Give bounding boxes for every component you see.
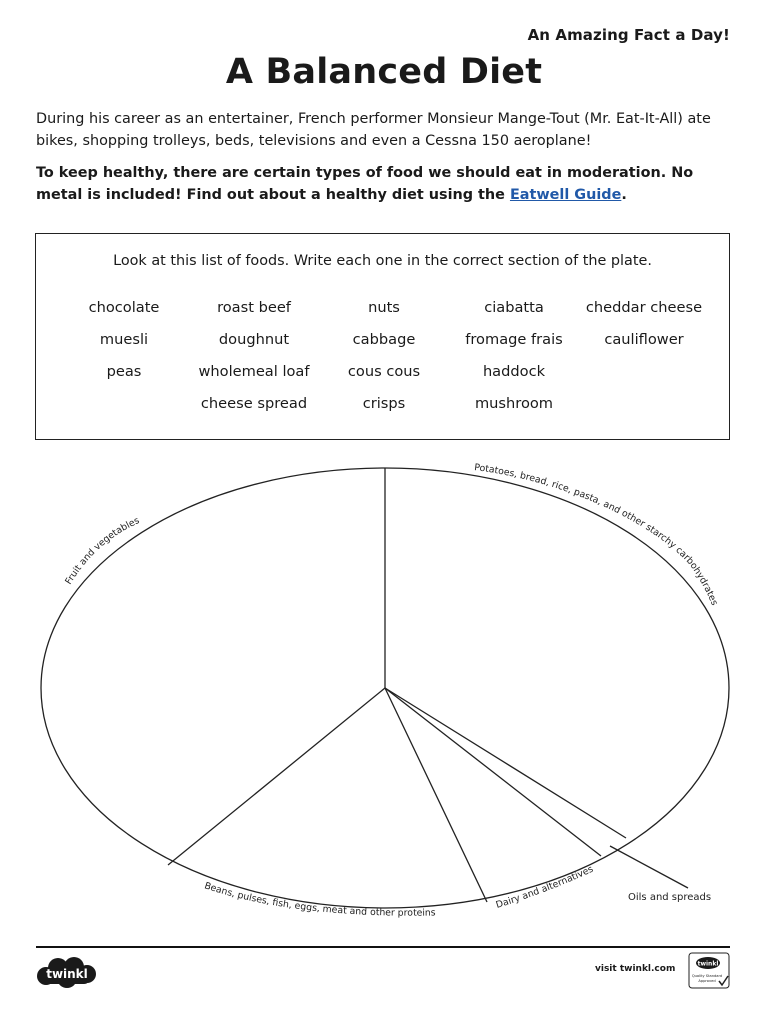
food-item: cauliflower <box>604 331 684 348</box>
food-item: crisps <box>362 395 406 412</box>
intro-paragraph: During his career as an entertainer, French performer Monsieur Mange-Tout (Mr. Eat-It-All) ate bikes, shopping trolleys, beds, televisions and even a Cessna 150 aeroplane! <box>36 111 711 149</box>
label-starchy: Potatoes, bread, rice, pasta, and other starchy carbohydrates <box>473 462 720 608</box>
food-item: wholemeal loaf <box>198 363 310 380</box>
badge-line2: Approved <box>698 979 716 983</box>
food-list-grid <box>59 298 709 426</box>
food-item: haddock <box>482 363 546 380</box>
twinkl-logo-text: twinkl <box>46 967 88 981</box>
food-item: cabbage <box>352 331 416 348</box>
eatwell-guide-link[interactable]: Eatwell Guide <box>509 187 622 203</box>
quality-badge-icon <box>688 952 732 990</box>
food-item: mushroom <box>474 395 554 412</box>
food-item: ciabatta <box>484 299 544 316</box>
food-item: doughnut <box>218 331 290 348</box>
food-item: chocolate <box>88 299 160 316</box>
food-item: fromage frais <box>465 331 563 348</box>
label-oils: Oils and spreads <box>628 892 712 903</box>
food-item: muesli <box>99 331 149 348</box>
food-list-instruction: Look at this list of foods. Write each one in the correct section of the plate. <box>113 253 652 269</box>
food-column <box>189 298 319 426</box>
food-item: cheddar cheese <box>585 299 703 316</box>
label-fruit-veg: Fruit and vegetables <box>63 515 142 587</box>
food-column <box>319 298 449 426</box>
visit-twinkl-link[interactable]: visit twinkl.com <box>595 964 676 974</box>
badge-brand: twinkl <box>697 960 719 968</box>
instruction-end: . <box>621 187 627 203</box>
label-proteins: Beans, pulses, fish, eggs, meat and other proteins <box>203 880 436 919</box>
tagline: An Amazing Fact a Day! <box>527 26 730 44</box>
food-column <box>449 298 579 426</box>
food-item: cheese spread <box>200 395 308 412</box>
instruction-paragraph <box>36 162 736 206</box>
page-title: A Balanced Diet <box>225 52 543 92</box>
badge-line1: Quality Standard <box>691 974 723 978</box>
food-list-box <box>35 233 730 440</box>
eatwell-plate <box>0 455 768 945</box>
oils-pointer-line <box>610 846 688 888</box>
food-item: roast beef <box>217 299 291 316</box>
food-item: cous cous <box>347 363 421 380</box>
food-column <box>579 298 709 426</box>
food-item: peas <box>106 363 142 380</box>
footer-divider <box>36 946 730 948</box>
food-item: nuts <box>368 299 400 316</box>
twinkl-logo-icon[interactable] <box>36 956 98 990</box>
label-dairy: Dairy and alternatives <box>494 863 595 911</box>
food-column <box>59 298 189 426</box>
instruction-text: To keep healthy, there are certain types of food we should eat in moderation. No metal is included! Find out about a healthy diet using the <box>36 165 694 203</box>
